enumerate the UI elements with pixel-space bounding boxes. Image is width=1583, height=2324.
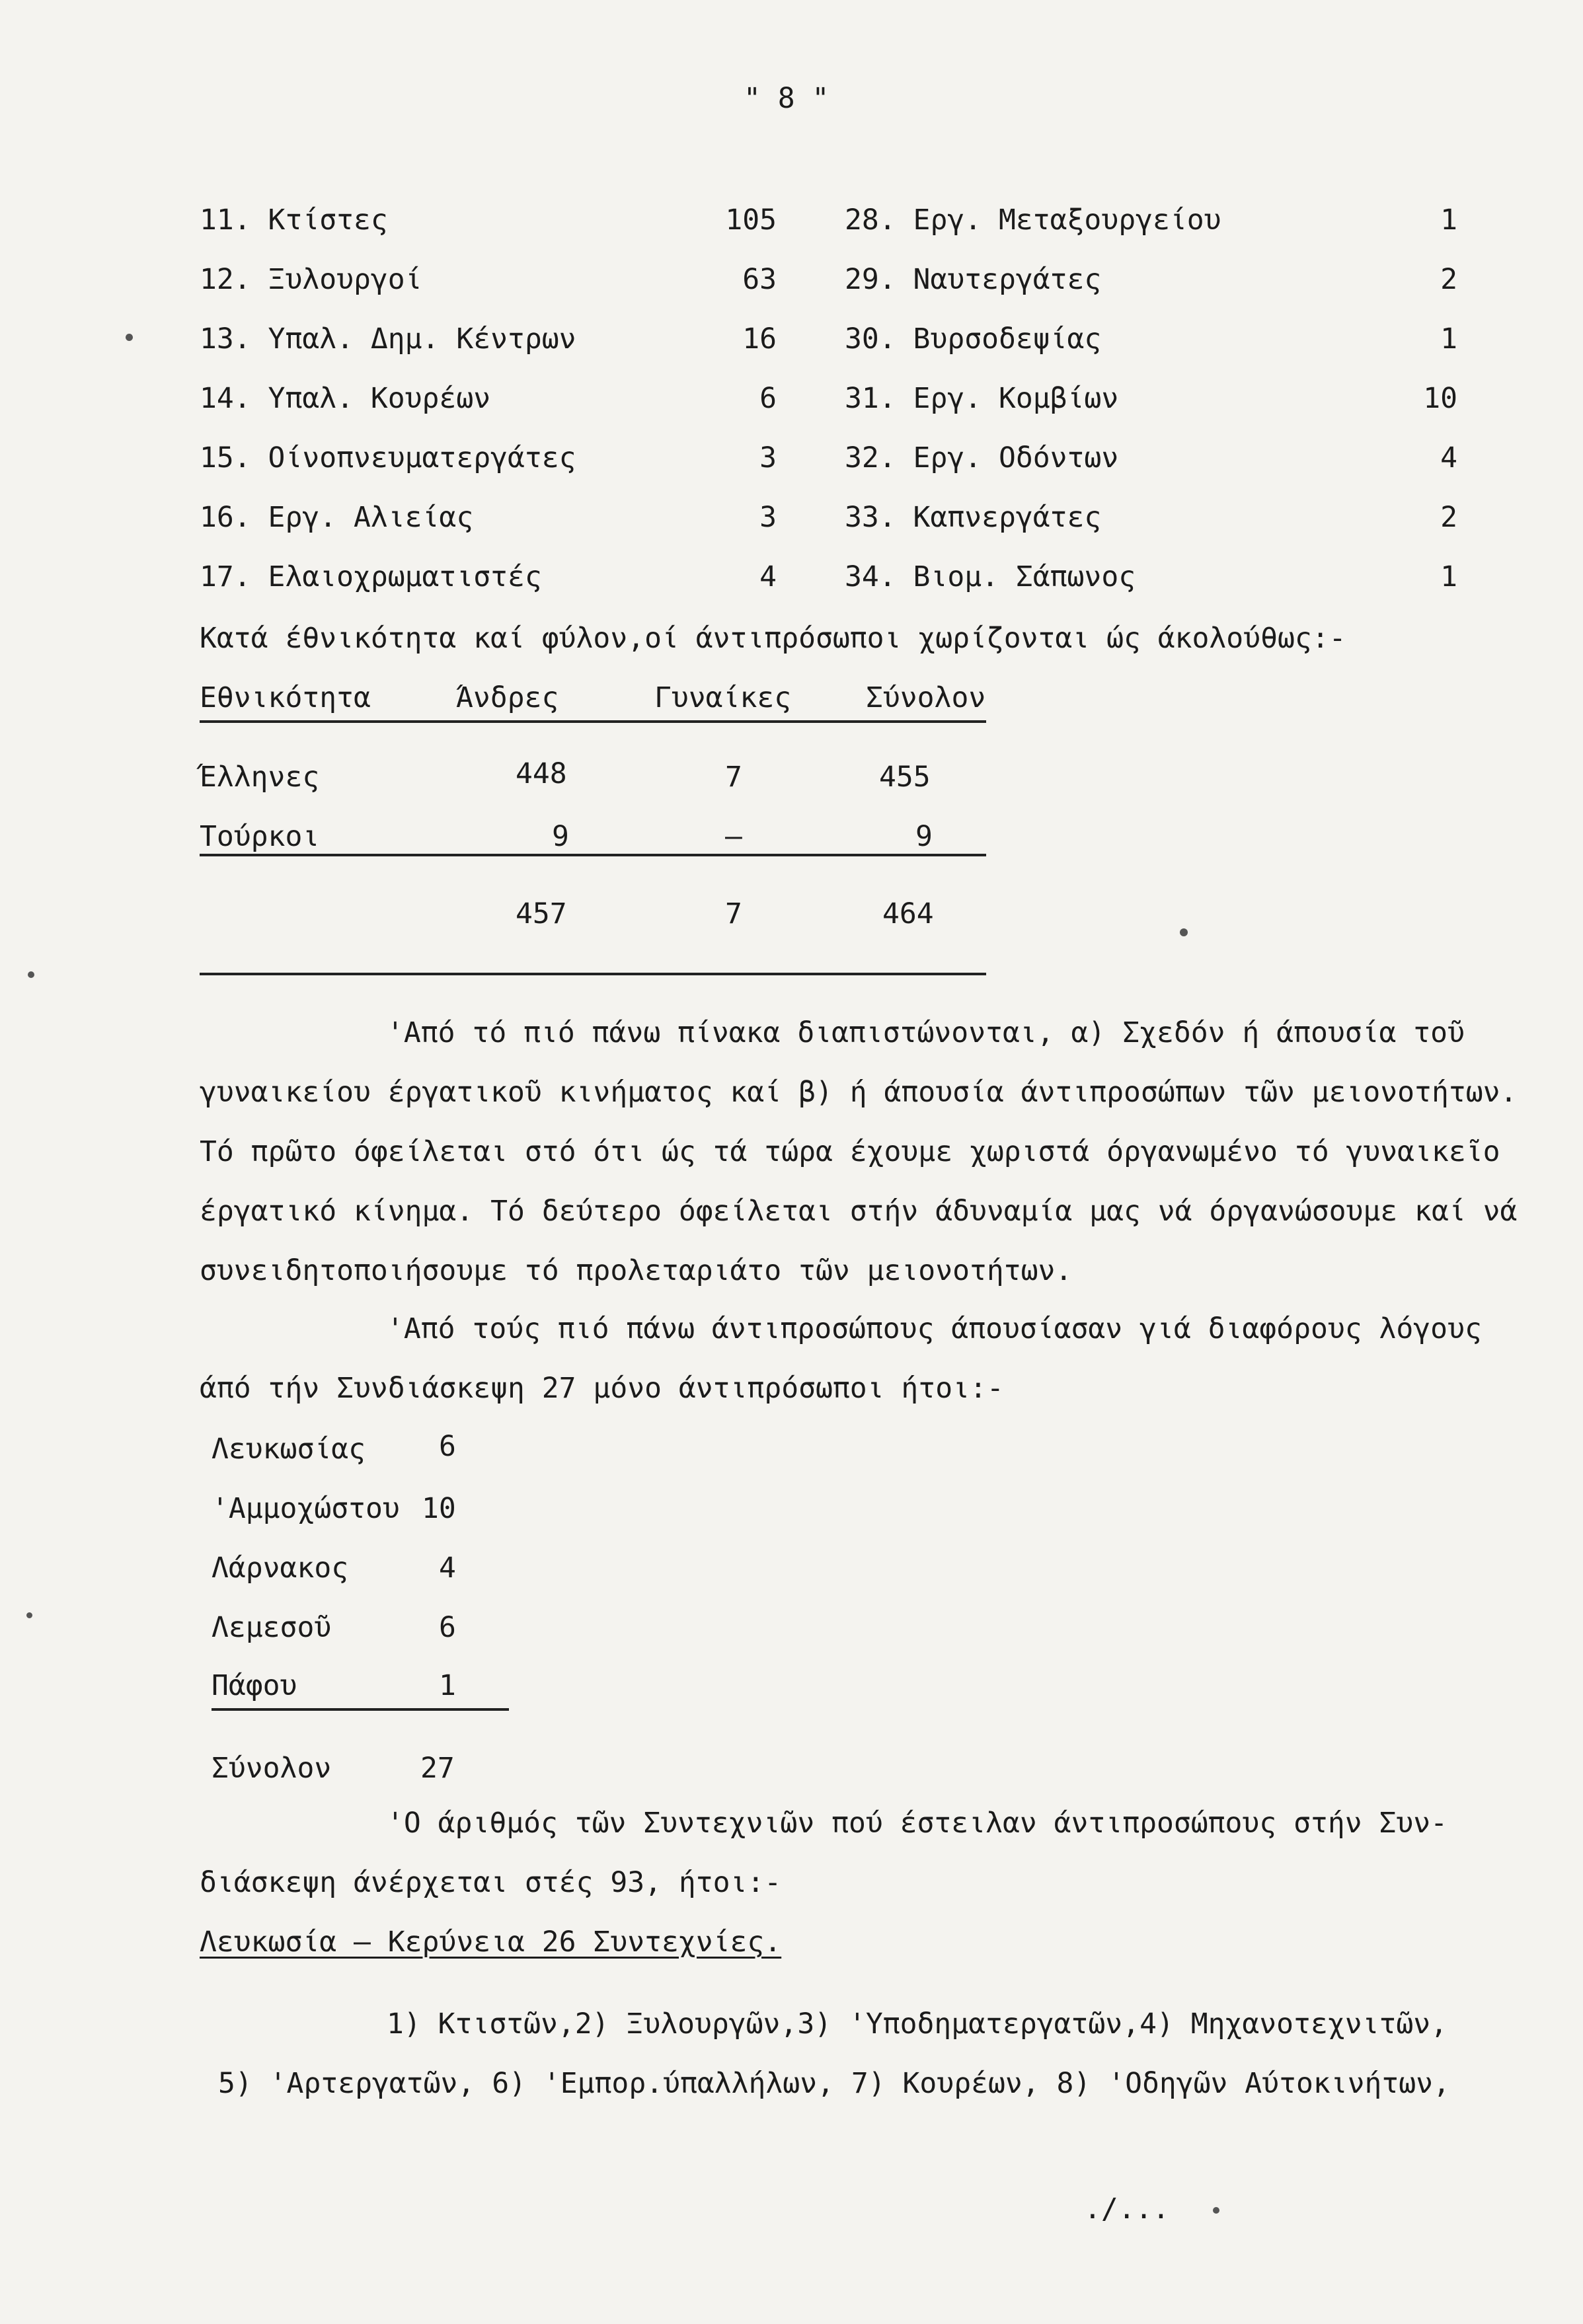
occupation-label: 16. Εργ. Αλιείας bbox=[200, 501, 474, 534]
table-cell: 7 bbox=[725, 761, 742, 794]
absences-total-rule bbox=[212, 1708, 509, 1711]
scan-speck bbox=[1180, 928, 1188, 936]
occupation-label: 15. Οίνοπνευματεργάτες bbox=[200, 441, 576, 474]
occupation-count: 4 bbox=[1440, 441, 1457, 474]
scan-speck bbox=[28, 971, 34, 978]
occupation-count: 1 bbox=[1440, 322, 1457, 356]
occupation-label: 33. Καπνεργάτες bbox=[845, 501, 1102, 534]
table-total-cell: 457 bbox=[516, 897, 567, 930]
district-name: Λεμεσοῦ bbox=[212, 1611, 332, 1644]
occupation-count: 63 bbox=[742, 263, 777, 296]
table-total-cell: 7 bbox=[725, 897, 742, 930]
paragraph-line: συνειδητοποιήσουμε τό προλεταριάτο τῶν μειονοτήτων. bbox=[200, 1254, 1073, 1287]
paragraph-line: 'Ο άριθμός τῶν Συντεχνιῶν πού έστειλαν άντιπροσώπους στήν Συν- bbox=[387, 1807, 1448, 1840]
table-cell: 448 bbox=[516, 757, 567, 790]
district-count: 4 bbox=[439, 1552, 456, 1585]
table-header-nationality: Εθνικότητα bbox=[200, 681, 371, 714]
occupation-count: 2 bbox=[1440, 263, 1457, 296]
occupation-label: 31. Εργ. Κομβίων bbox=[845, 382, 1119, 415]
district-count: 1 bbox=[439, 1669, 456, 1702]
paragraph-line: γυναικείου έργατικοῦ κινήματος καί β) ή άπουσία άντιπροσώπων τῶν μειονοτήτων. bbox=[200, 1076, 1518, 1109]
occupation-label: 28. Εργ. Μεταξουργείου bbox=[845, 204, 1221, 237]
district-count: 6 bbox=[439, 1430, 456, 1463]
occupation-label: 29. Ναυτεργάτες bbox=[845, 263, 1102, 296]
district-name: Πάφου bbox=[212, 1669, 297, 1702]
occupation-count: 6 bbox=[759, 382, 777, 415]
occupation-label: 30. Βυρσοδεψίας bbox=[845, 322, 1102, 356]
paragraph-line: 'Από τούς πιό πάνω άντιπροσώπους άπουσίασαν γιά διαφόρους λόγους bbox=[387, 1312, 1482, 1345]
table-cell: 9 bbox=[915, 820, 933, 853]
paragraph-line: 'Από τό πιό πάνω πίνακα διαπιστώνονται, α) Σχεδόν ή άπουσία τοῦ bbox=[387, 1016, 1465, 1049]
table-total-cell: 464 bbox=[882, 897, 934, 930]
occupation-label: 17. Ελαιοχρωματιστές bbox=[200, 560, 542, 593]
scan-speck bbox=[26, 1612, 32, 1618]
scan-speck bbox=[126, 334, 133, 341]
occupation-count: 1 bbox=[1440, 204, 1457, 237]
district-count: 6 bbox=[439, 1611, 456, 1644]
table-total-rule bbox=[200, 973, 986, 975]
occupation-label: 11. Κτίστες bbox=[200, 204, 388, 237]
section-heading: Λευκωσία – Κερύνεια 26 Συντεχνίες. bbox=[200, 1926, 782, 1959]
occupation-label: 13. Υπαλ. Δημ. Κέντρων bbox=[200, 322, 576, 356]
occupation-count: 3 bbox=[759, 501, 777, 534]
district-name: Λευκωσίας bbox=[212, 1433, 366, 1466]
occupation-count: 3 bbox=[759, 441, 777, 474]
table-cell: – bbox=[725, 820, 742, 853]
list-line: 5) 'Αρτεργατῶν, 6) 'Εμπορ.ύπαλλήλων, 7) Κουρέων, 8) 'Οδηγῶν Αύτοκινήτων, bbox=[218, 2067, 1450, 2100]
district-name: 'Αμμοχώστου bbox=[212, 1492, 400, 1525]
table-header-rule bbox=[200, 720, 986, 723]
list-line: 1) Κτιστῶν,2) Ξυλουργῶν,3) 'Υποδηματεργατῶν,4) Μηχανοτεχνιτῶν, bbox=[387, 2007, 1448, 2041]
occupation-count: 105 bbox=[725, 204, 777, 237]
table-header-women: Γυναίκες bbox=[654, 681, 792, 714]
scan-speck bbox=[1213, 2207, 1219, 2214]
occupation-label: 12. Ξυλουργοί bbox=[200, 263, 422, 296]
continuation-mark: ./... bbox=[1084, 2193, 1170, 2226]
occupation-count: 2 bbox=[1440, 501, 1457, 534]
table-cell: Τούρκοι bbox=[200, 820, 320, 853]
paragraph-line: Τό πρῶτο όφείλεται στό ότι ώς τά τώρα έχουμε χωριστά όργανωμένο τό γυναικεῖο bbox=[200, 1135, 1500, 1168]
nationality-intro: Κατά έθνικότητα καί φύλον,οί άντιπρόσωποι χωρίζονται ώς άκολούθως:- bbox=[200, 622, 1346, 655]
paragraph-line: διάσκεψη άνέρχεται στές 93, ήτοι:- bbox=[200, 1866, 782, 1899]
occupation-label: 14. Υπαλ. Κουρέων bbox=[200, 382, 491, 415]
occupation-count: 16 bbox=[742, 322, 777, 356]
district-count: 10 bbox=[422, 1492, 456, 1525]
occupation-count: 10 bbox=[1423, 382, 1457, 415]
table-cell: Έλληνες bbox=[200, 761, 320, 794]
table-header-men: Άνδρες bbox=[456, 681, 559, 714]
district-name: Λάρνακος bbox=[212, 1552, 349, 1585]
occupation-label: 32. Εργ. Οδόντων bbox=[845, 441, 1119, 474]
table-header-total: Σύνολον bbox=[866, 681, 986, 714]
occupation-count: 1 bbox=[1440, 560, 1457, 593]
table-cell: 455 bbox=[879, 761, 931, 794]
absences-total-label: Σύνολον bbox=[212, 1752, 332, 1785]
paragraph-line: άπό τήν Συνδιάσκεψη 27 μόνο άντιπρόσωποι ήτοι:- bbox=[200, 1372, 1004, 1405]
table-cell: 9 bbox=[552, 820, 569, 853]
page-number: " 8 " bbox=[744, 82, 830, 115]
occupation-count: 4 bbox=[759, 560, 777, 593]
absences-total-count: 27 bbox=[420, 1752, 455, 1785]
occupation-label: 34. Βιομ. Σάπωνος bbox=[845, 560, 1136, 593]
paragraph-line: έργατικό κίνημα. Τό δεύτερο όφείλεται στήν άδυναμία μας νά όργανώσουμε καί νά bbox=[200, 1195, 1518, 1228]
table-subtotal-rule bbox=[200, 854, 986, 856]
